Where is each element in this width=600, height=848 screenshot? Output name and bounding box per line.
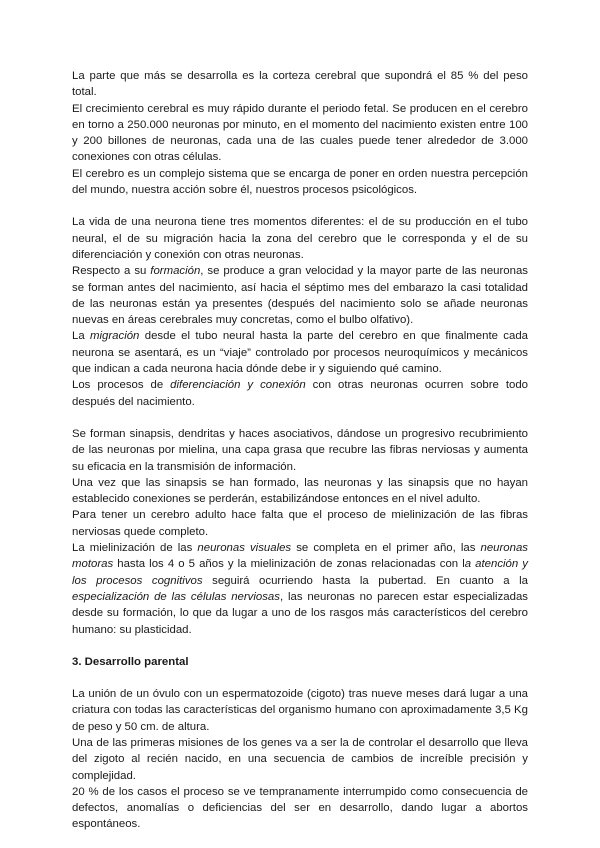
section-heading: 3. Desarrollo parental [72,655,189,668]
paragraph-synapses: Se forman sinapsis, dendritas y haces asociativos, dándose un progresivo recubrimiento de las neuronas por mielina, una capa grasa que recubre las fibras nerviosas y aumenta su eficacia en la transmisión de información. [72,427,528,473]
term-differentiation: diferenciación y conexión [170,379,306,392]
paragraph-gap [72,670,528,686]
paragraph-gap [72,410,528,426]
paragraph-gap [72,638,528,654]
paragraph-zygote: La unión de un óvulo con un espermatozoide (cigoto) tras nueve meses dará lugar a una criatura con todas las características del organismo humano con aproximadamente 3,5 Kg de peso y 50 cm. de altura. [72,688,528,733]
term-visual-neurons: neuronas visuales [197,542,292,555]
paragraph-neuron-life: La vida de una neurona tiene tres momentos diferentes: el de su producción en el tubo neural, el de su migración hacia la zona del cerebro que le corresponda y el de su diferenciación y conexión con otras neuronas. [72,216,528,261]
document-page [72,68,528,833]
paragraph-adult-brain: Para tener un cerebro adulto hace falta que el proceso de mielinización de las fibras nerviosas quede completo. [72,509,528,538]
paragraph-myelination: La mielinización de las neuronas visuales se completa en el primer año, las neuronas motoras hasta los 4 o 5 años y la mielinización de zonas relacionadas con la atención y los procesos cognitivos seguirá ocurriendo hasta la pubertad. En cuanto a la especialización de las células nerviosas, las neuronas no parecen estar especializadas desde su formación, lo que da lugar a uno de los rasgos más característicos del cerebro humano: su plasticidad. [72,542,529,636]
term-specialization: especialización de las células nerviosas [72,590,280,603]
paragraph-formation: Respecto a su formación, se produce a gran velocidad y la mayor parte de las neuronas se forman antes del nacimiento, así hacia el séptimo mes del embarazo la casi totalidad de las neuronas están ya presentes (después del nacimiento solo se añade neuronas nuevas en áreas cerebrales muy concretas, como el bulbo olfativo). [72,265,528,327]
term-motor-neurons: neuronas motoras [72,542,528,571]
paragraph-genes: Una de las primeras misiones de los genes va a ser la de controlar el desarrollo que lleva del zigoto al recién nacido, en una secuencia de cambios de increíble precisión y complejidad. [72,736,528,782]
term-attention-cognitive: a atención y los procesos cognitivos [72,558,528,587]
term-migration: migración [90,330,140,343]
paragraph-growth: El crecimiento cerebral es muy rápido durante el periodo fetal. Se producen en el cerebro en torno a 250.000 neuronas por minuto, en el momento del nacimiento existen entre 100 y 200 billones de neuronas, cada una de las cuales puede tener alrededor de 3.000 conexiones con otras células. [72,102,528,164]
paragraph-brain-system: El cerebro es un complejo sistema que se encarga de poner en orden nuestra percepción del mundo, nuestra acción sobre él, nuestros procesos psicológicos. [72,167,528,197]
paragraph-migration: La migración desde el tubo neural hasta la parte del cerebro en que finalmente cada neurona se asentará, es un “viaje” controlado por procesos neuroquímicos y mecánicos que indican a cada neurona hacia dónde debe ir y siguiendo qué camino. [72,330,528,376]
paragraph-abortions: 20 % de los casos el proceso se ve tempranamente interrumpido como consecuencia de defectos, anomalías o deficiencias del ser en desarrollo, dando lugar a abortos espontáneos. [72,785,528,831]
paragraph-gap [72,198,528,214]
term-formation: formación [150,265,201,278]
paragraph-differentiation: Los procesos de diferenciación y conexión con otras neuronas ocurren sobre todo después del nacimiento. [72,379,529,408]
paragraph-synapse-stabilization: Una vez que las sinapsis se han formado, las neuronas y las sinapsis que no hayan establecido conexiones se perderán, estabilizándose entonces en el nivel adulto. [72,476,528,506]
paragraph-cortex: La parte que más se desarrolla es la corteza cerebral que supondrá el 85 % del peso total. [72,70,528,99]
